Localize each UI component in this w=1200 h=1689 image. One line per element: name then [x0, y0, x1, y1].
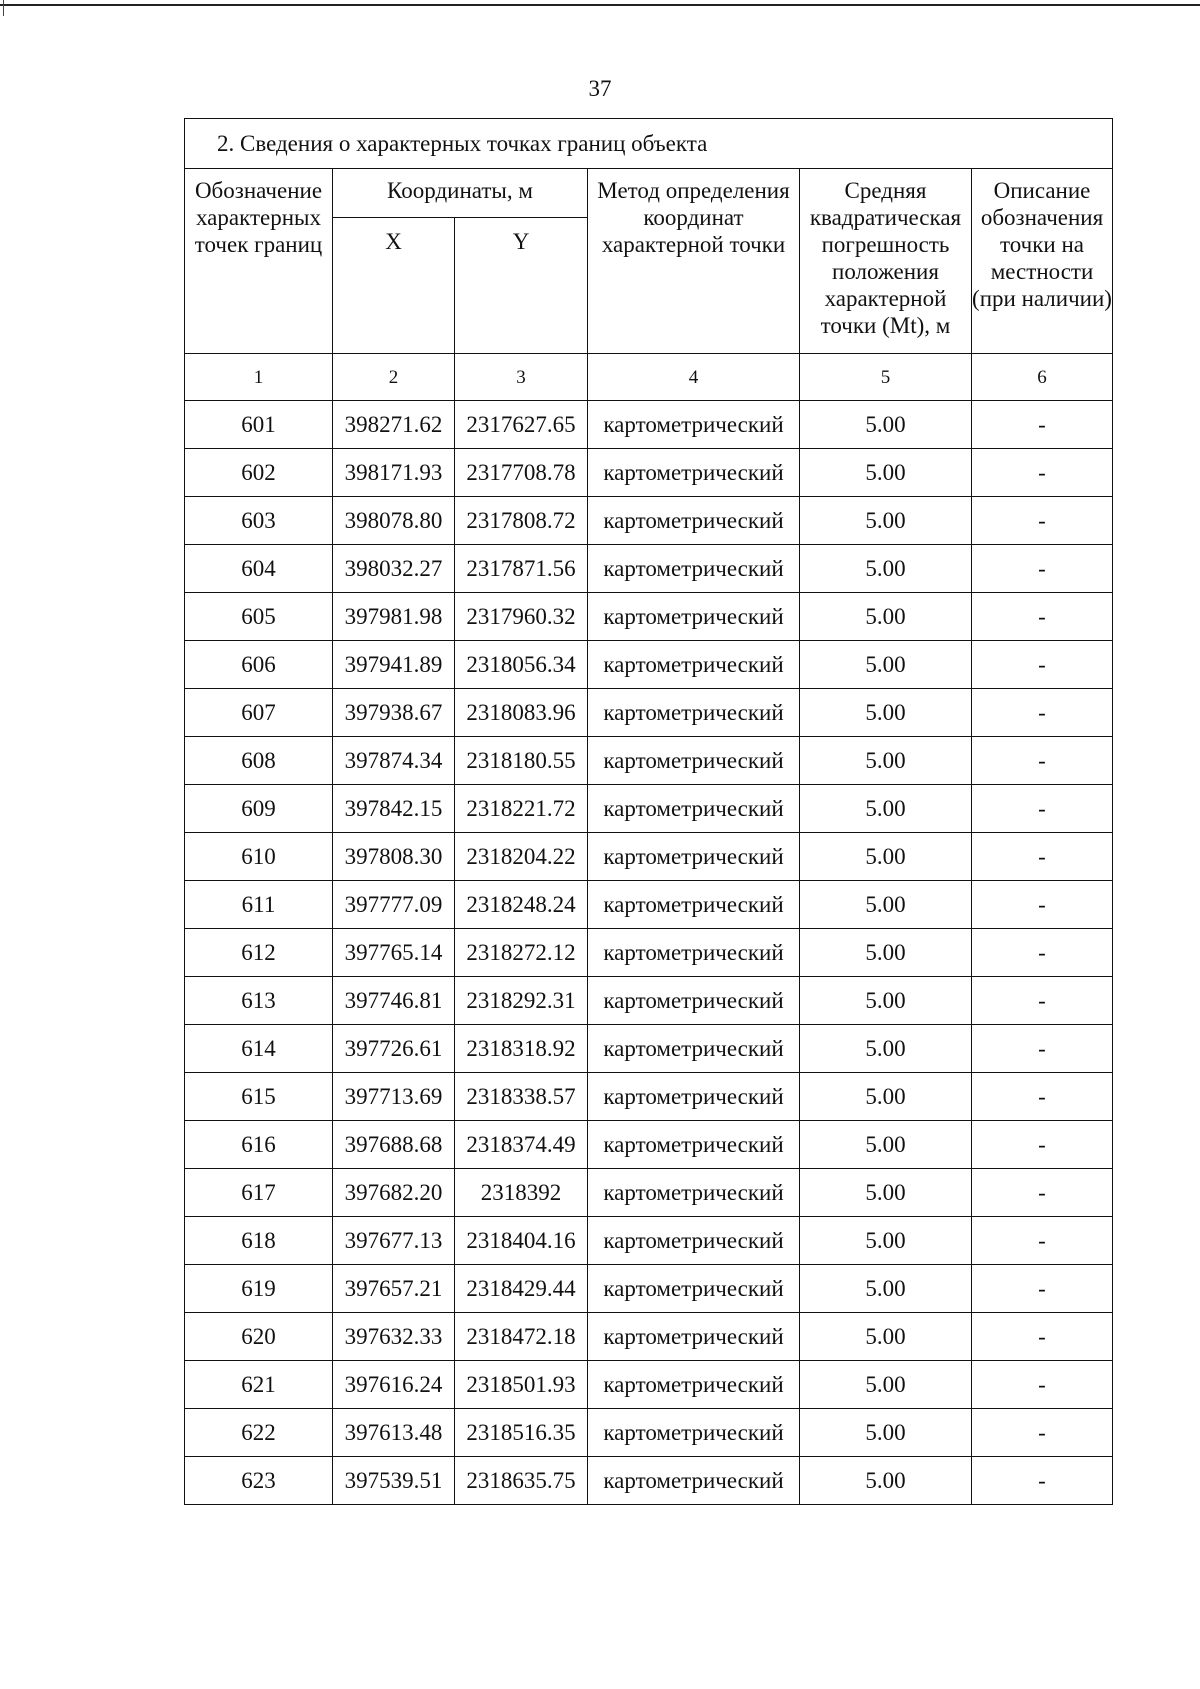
description-cell: -: [972, 881, 1113, 929]
header-method: Метод определения координат характерной точки: [588, 169, 800, 354]
method-cell: картометрический: [588, 1457, 800, 1505]
method-cell: картометрический: [588, 1313, 800, 1361]
coord-x-cell: 397632.33: [333, 1313, 455, 1361]
point-id-cell: 612: [185, 929, 333, 977]
description-cell: -: [972, 401, 1113, 449]
coord-x-cell: 397765.14: [333, 929, 455, 977]
point-id-cell: 619: [185, 1265, 333, 1313]
header-designation: Обозначение характерных точек границ: [185, 169, 333, 354]
table-row: [185, 1457, 1113, 1505]
error-cell: 5.00: [800, 497, 972, 545]
point-id-cell: 622: [185, 1409, 333, 1457]
table-row: [185, 641, 1113, 689]
description-cell: -: [972, 449, 1113, 497]
description-cell: -: [972, 1217, 1113, 1265]
column-numbers-row: [185, 354, 1113, 401]
coord-y-cell: 2318374.49: [455, 1121, 588, 1169]
point-id-cell: 605: [185, 593, 333, 641]
description-cell: -: [972, 1073, 1113, 1121]
table-row: [185, 497, 1113, 545]
description-cell: -: [972, 641, 1113, 689]
method-cell: картометрический: [588, 785, 800, 833]
coord-x-cell: 397874.34: [333, 737, 455, 785]
header-coordinates: Координаты, м: [333, 169, 588, 218]
coord-x-cell: 398032.27: [333, 545, 455, 593]
method-cell: картометрический: [588, 1169, 800, 1217]
point-id-cell: 610: [185, 833, 333, 881]
error-cell: 5.00: [800, 1169, 972, 1217]
table-row: [185, 1409, 1113, 1457]
section-title-row: [185, 119, 1113, 169]
method-cell: картометрический: [588, 593, 800, 641]
description-cell: -: [972, 785, 1113, 833]
method-cell: картометрический: [588, 449, 800, 497]
description-cell: -: [972, 593, 1113, 641]
error-cell: 5.00: [800, 545, 972, 593]
coord-x-cell: 397677.13: [333, 1217, 455, 1265]
table-row: [185, 593, 1113, 641]
page-number: 37: [588, 76, 612, 101]
coord-x-cell: 397777.09: [333, 881, 455, 929]
header-row: [185, 169, 1113, 218]
coord-y-cell: 2318292.31: [455, 977, 588, 1025]
table-row: [185, 1217, 1113, 1265]
point-id-cell: 623: [185, 1457, 333, 1505]
header-y: Y: [455, 218, 588, 354]
table-row: [185, 785, 1113, 833]
error-cell: 5.00: [800, 689, 972, 737]
boundary-points-table: [184, 118, 1113, 1505]
method-cell: картометрический: [588, 401, 800, 449]
description-cell: -: [972, 1361, 1113, 1409]
description-cell: -: [972, 737, 1113, 785]
scan-border-line: [0, 4, 1200, 6]
method-cell: картометрический: [588, 641, 800, 689]
method-cell: картометрический: [588, 545, 800, 593]
coord-x-cell: 398271.62: [333, 401, 455, 449]
column-number: 4: [588, 354, 800, 401]
point-id-cell: 616: [185, 1121, 333, 1169]
description-cell: -: [972, 1313, 1113, 1361]
coord-x-cell: 397808.30: [333, 833, 455, 881]
coord-y-cell: 2318204.22: [455, 833, 588, 881]
coord-x-cell: 397657.21: [333, 1265, 455, 1313]
description-cell: -: [972, 1409, 1113, 1457]
coord-y-cell: 2317708.78: [455, 449, 588, 497]
method-cell: картометрический: [588, 977, 800, 1025]
coord-x-cell: 397616.24: [333, 1361, 455, 1409]
point-id-cell: 608: [185, 737, 333, 785]
coord-x-cell: 397688.68: [333, 1121, 455, 1169]
description-cell: -: [972, 929, 1113, 977]
column-number: 6: [972, 354, 1113, 401]
method-cell: картометрический: [588, 929, 800, 977]
point-id-cell: 618: [185, 1217, 333, 1265]
error-cell: 5.00: [800, 1409, 972, 1457]
error-cell: 5.00: [800, 1457, 972, 1505]
table-row: [185, 401, 1113, 449]
coord-y-cell: 2318635.75: [455, 1457, 588, 1505]
description-cell: -: [972, 545, 1113, 593]
column-number: 5: [800, 354, 972, 401]
point-id-cell: 606: [185, 641, 333, 689]
method-cell: картометрический: [588, 1121, 800, 1169]
coord-y-cell: 2318318.92: [455, 1025, 588, 1073]
coord-y-cell: 2318392: [455, 1169, 588, 1217]
coord-y-cell: 2318083.96: [455, 689, 588, 737]
error-cell: 5.00: [800, 1313, 972, 1361]
error-cell: 5.00: [800, 881, 972, 929]
point-id-cell: 613: [185, 977, 333, 1025]
coord-x-cell: 397539.51: [333, 1457, 455, 1505]
table-row: [185, 1265, 1113, 1313]
header-description: Описание обозначения точки на местности (при наличии): [972, 169, 1113, 354]
coord-y-cell: 2318221.72: [455, 785, 588, 833]
error-cell: 5.00: [800, 833, 972, 881]
method-cell: картометрический: [588, 497, 800, 545]
point-id-cell: 614: [185, 1025, 333, 1073]
method-cell: картометрический: [588, 1073, 800, 1121]
description-cell: -: [972, 1121, 1113, 1169]
table-row: [185, 449, 1113, 497]
coord-y-cell: 2317871.56: [455, 545, 588, 593]
column-number: 2: [333, 354, 455, 401]
error-cell: 5.00: [800, 977, 972, 1025]
coord-x-cell: 397938.67: [333, 689, 455, 737]
error-cell: 5.00: [800, 401, 972, 449]
coord-y-cell: 2318272.12: [455, 929, 588, 977]
coord-y-cell: 2318472.18: [455, 1313, 588, 1361]
error-cell: 5.00: [800, 1265, 972, 1313]
method-cell: картометрический: [588, 689, 800, 737]
coord-y-cell: 2318180.55: [455, 737, 588, 785]
coord-y-cell: 2318516.35: [455, 1409, 588, 1457]
table-row: [185, 929, 1113, 977]
description-cell: -: [972, 497, 1113, 545]
error-cell: 5.00: [800, 1361, 972, 1409]
error-cell: 5.00: [800, 593, 972, 641]
method-cell: картометрический: [588, 1217, 800, 1265]
point-id-cell: 611: [185, 881, 333, 929]
coord-x-cell: 397842.15: [333, 785, 455, 833]
point-id-cell: 609: [185, 785, 333, 833]
section-title: 2. Сведения о характерных точках границ объекта: [185, 119, 1113, 169]
method-cell: картометрический: [588, 881, 800, 929]
column-number: 1: [185, 354, 333, 401]
header-x: X: [333, 218, 455, 354]
table-row: [185, 1073, 1113, 1121]
description-cell: -: [972, 833, 1113, 881]
coord-x-cell: 397682.20: [333, 1169, 455, 1217]
description-cell: -: [972, 1169, 1113, 1217]
coord-x-cell: 398078.80: [333, 497, 455, 545]
error-cell: 5.00: [800, 929, 972, 977]
coord-x-cell: 398171.93: [333, 449, 455, 497]
point-id-cell: 604: [185, 545, 333, 593]
description-cell: -: [972, 689, 1113, 737]
error-cell: 5.00: [800, 737, 972, 785]
column-number: 3: [455, 354, 588, 401]
point-id-cell: 621: [185, 1361, 333, 1409]
point-id-cell: 602: [185, 449, 333, 497]
coord-y-cell: 2318404.16: [455, 1217, 588, 1265]
point-id-cell: 620: [185, 1313, 333, 1361]
scan-edge-mark: [3, 0, 4, 16]
table-row: [185, 1313, 1113, 1361]
error-cell: 5.00: [800, 1025, 972, 1073]
error-cell: 5.00: [800, 785, 972, 833]
description-cell: -: [972, 1265, 1113, 1313]
table-row: [185, 833, 1113, 881]
method-cell: картометрический: [588, 1025, 800, 1073]
description-cell: -: [972, 1025, 1113, 1073]
error-cell: 5.00: [800, 449, 972, 497]
coord-y-cell: 2317960.32: [455, 593, 588, 641]
method-cell: картометрический: [588, 1409, 800, 1457]
error-cell: 5.00: [800, 1073, 972, 1121]
method-cell: картометрический: [588, 1265, 800, 1313]
point-id-cell: 615: [185, 1073, 333, 1121]
point-id-cell: 601: [185, 401, 333, 449]
method-cell: картометрический: [588, 833, 800, 881]
coord-y-cell: 2318501.93: [455, 1361, 588, 1409]
description-cell: -: [972, 977, 1113, 1025]
table-row: [185, 1121, 1113, 1169]
table-row: [185, 1361, 1113, 1409]
coord-y-cell: 2318338.57: [455, 1073, 588, 1121]
description-cell: -: [972, 1457, 1113, 1505]
error-cell: 5.00: [800, 1217, 972, 1265]
coord-x-cell: 397981.98: [333, 593, 455, 641]
error-cell: 5.00: [800, 641, 972, 689]
method-cell: картометрический: [588, 1361, 800, 1409]
coord-y-cell: 2317627.65: [455, 401, 588, 449]
table-row: [185, 737, 1113, 785]
coord-x-cell: 397746.81: [333, 977, 455, 1025]
table-row: [185, 977, 1113, 1025]
coord-x-cell: 397613.48: [333, 1409, 455, 1457]
header-error: Средняя квадратическая погрешность положения характерной точки (Mt), м: [800, 169, 972, 354]
coord-x-cell: 397941.89: [333, 641, 455, 689]
error-cell: 5.00: [800, 1121, 972, 1169]
table-row: [185, 545, 1113, 593]
table-row: [185, 689, 1113, 737]
coord-y-cell: 2318248.24: [455, 881, 588, 929]
point-id-cell: 607: [185, 689, 333, 737]
point-id-cell: 603: [185, 497, 333, 545]
point-id-cell: 617: [185, 1169, 333, 1217]
coord-y-cell: 2318056.34: [455, 641, 588, 689]
coord-y-cell: 2318429.44: [455, 1265, 588, 1313]
method-cell: картометрический: [588, 737, 800, 785]
table-row: [185, 1025, 1113, 1073]
coord-x-cell: 397713.69: [333, 1073, 455, 1121]
table-row: [185, 881, 1113, 929]
table-row: [185, 1169, 1113, 1217]
coord-y-cell: 2317808.72: [455, 497, 588, 545]
coord-x-cell: 397726.61: [333, 1025, 455, 1073]
